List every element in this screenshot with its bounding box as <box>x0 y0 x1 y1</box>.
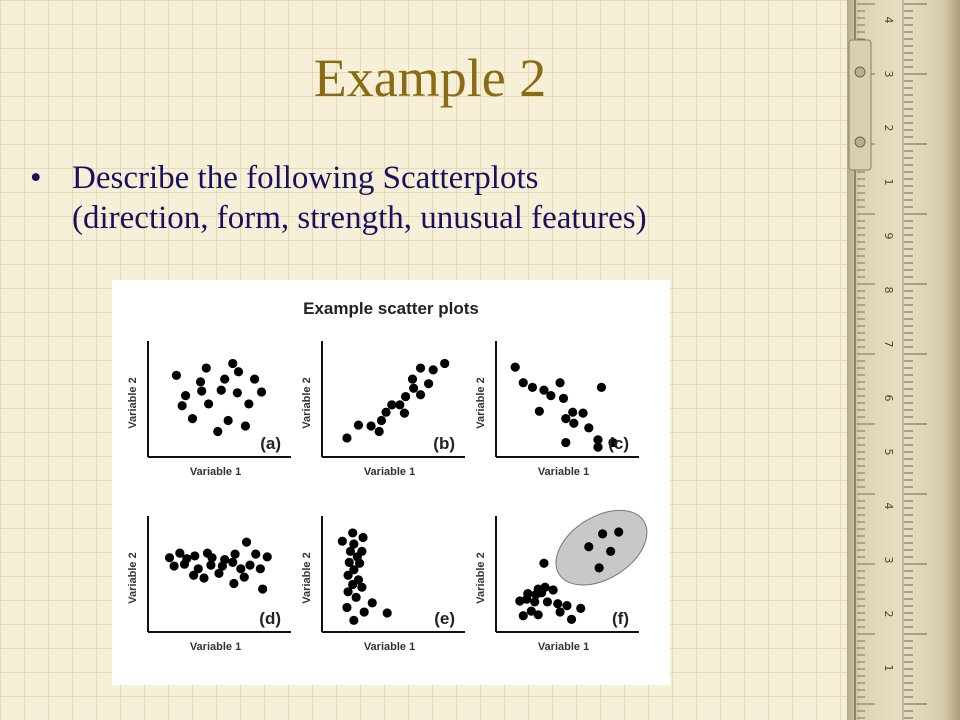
scatter-panel-c <box>475 341 639 478</box>
scatter-plots-figure <box>112 280 670 685</box>
data-point <box>358 533 367 542</box>
y-axis-label: Variable 2 <box>475 552 487 604</box>
data-point <box>562 601 571 610</box>
data-point <box>241 421 250 430</box>
data-point <box>230 549 239 558</box>
data-point <box>181 391 190 400</box>
ruler-icon <box>847 0 960 720</box>
data-point <box>522 595 531 604</box>
data-point <box>190 551 199 560</box>
highlight-ellipse <box>543 495 661 601</box>
data-point <box>257 387 266 396</box>
data-point <box>352 593 361 602</box>
data-point <box>377 416 386 425</box>
scatter-panel-a <box>127 341 291 478</box>
x-axis-label: Variable 1 <box>363 641 416 653</box>
panel-label: (c) <box>608 434 629 453</box>
data-point <box>375 427 384 436</box>
data-point <box>511 363 520 372</box>
data-point <box>598 529 607 538</box>
data-point <box>338 537 347 546</box>
x-axis-label: Variable 1 <box>189 641 242 653</box>
data-point <box>555 378 564 387</box>
data-point <box>258 584 267 593</box>
data-point <box>233 388 242 397</box>
y-axis-label: Variable 2 <box>301 377 313 429</box>
panel-label: (f) <box>612 609 629 628</box>
data-point <box>553 599 562 608</box>
data-point <box>584 542 593 551</box>
data-point <box>342 433 351 442</box>
screw-icon <box>855 137 865 147</box>
data-point <box>360 607 369 616</box>
data-point <box>530 597 539 606</box>
data-point <box>197 386 206 395</box>
data-point <box>383 608 392 617</box>
data-point <box>593 443 602 452</box>
data-point <box>381 408 390 417</box>
data-point <box>387 400 396 409</box>
data-point <box>534 610 543 619</box>
data-point <box>440 359 449 368</box>
data-point <box>189 571 198 580</box>
scatter-panel-b <box>301 341 465 478</box>
data-point <box>429 365 438 374</box>
data-point <box>597 383 606 392</box>
data-point <box>251 549 260 558</box>
data-point <box>250 374 259 383</box>
ruler-number: 3 <box>882 556 895 564</box>
data-point <box>595 563 604 572</box>
scatter-plots-svg <box>112 280 670 685</box>
data-point <box>240 572 249 581</box>
data-point <box>555 607 564 616</box>
data-point <box>348 528 357 537</box>
data-point <box>196 377 205 386</box>
data-point <box>234 367 243 376</box>
scatter-panel-e <box>301 516 465 653</box>
data-point <box>606 547 615 556</box>
data-point <box>519 611 528 620</box>
ruler-number: 2 <box>882 124 895 132</box>
data-point <box>242 538 251 547</box>
data-point <box>214 569 223 578</box>
data-point <box>546 391 555 400</box>
scatter-panel-d <box>127 516 291 653</box>
ruler-number: 1 <box>882 178 895 186</box>
data-point <box>236 564 245 573</box>
data-point <box>188 414 197 423</box>
data-point <box>519 378 528 387</box>
data-point <box>368 598 377 607</box>
y-axis-label: Variable 2 <box>127 377 139 429</box>
data-point <box>220 374 229 383</box>
bullet-dot: • <box>30 160 42 196</box>
data-point <box>229 579 238 588</box>
panel-label: (d) <box>259 609 281 628</box>
ruler-number: 9 <box>882 232 895 240</box>
data-point <box>543 597 552 606</box>
data-point <box>367 421 376 430</box>
data-point <box>614 527 623 536</box>
data-point <box>584 423 593 432</box>
x-axis-label: Variable 1 <box>537 641 590 653</box>
data-point <box>424 379 433 388</box>
figure-title: Example scatter plots <box>303 299 479 318</box>
data-point <box>395 400 404 409</box>
data-point <box>549 585 558 594</box>
data-point <box>244 399 253 408</box>
ruler-number: 4 <box>882 502 895 510</box>
data-point <box>401 392 410 401</box>
data-point <box>199 573 208 582</box>
data-point <box>354 420 363 429</box>
ruler-number: 2 <box>882 610 895 618</box>
data-point <box>228 558 237 567</box>
data-point <box>245 561 254 570</box>
data-point <box>408 374 417 383</box>
data-point <box>172 371 181 380</box>
x-axis-label: Variable 1 <box>363 466 416 478</box>
ruler-number: 6 <box>882 394 895 402</box>
data-point <box>561 414 570 423</box>
data-point <box>344 587 353 596</box>
data-point <box>224 416 233 425</box>
data-point <box>535 407 544 416</box>
data-point <box>349 616 358 625</box>
bullet-text <box>72 158 842 238</box>
data-point <box>206 561 215 570</box>
data-point <box>228 359 237 368</box>
bullet-line-2: (direction, form, strength, unusual features) <box>72 200 647 236</box>
data-point <box>344 571 353 580</box>
data-point <box>342 603 351 612</box>
data-point <box>400 409 409 418</box>
slide-title: Example 2 <box>313 48 547 108</box>
data-point <box>213 427 222 436</box>
ruler-number: 3 <box>882 70 895 78</box>
data-point <box>559 394 568 403</box>
data-point <box>409 384 418 393</box>
y-axis-label: Variable 2 <box>127 552 139 604</box>
data-point <box>217 386 226 395</box>
screw-icon <box>855 67 865 77</box>
ruler-number: 4 <box>882 16 895 24</box>
data-point <box>263 552 272 561</box>
ruler-number: 1 <box>882 664 895 672</box>
data-point <box>202 363 211 372</box>
data-point <box>561 438 570 447</box>
data-point <box>578 409 587 418</box>
ruler-number: 5 <box>882 448 895 456</box>
data-point <box>178 401 187 410</box>
data-point <box>539 559 548 568</box>
ruler-decoration <box>847 0 960 720</box>
ruler-hinge <box>849 40 871 170</box>
data-point <box>165 553 174 562</box>
data-point <box>568 408 577 417</box>
data-point <box>416 363 425 372</box>
data-point <box>416 390 425 399</box>
bullet-line-1: Describe the following Scatterplots <box>72 160 539 196</box>
data-point <box>204 399 213 408</box>
x-axis-label: Variable 1 <box>189 466 242 478</box>
data-point <box>576 604 585 613</box>
data-point <box>256 564 265 573</box>
data-point <box>170 561 179 570</box>
data-point <box>357 583 366 592</box>
scatter-panel-f <box>475 495 660 653</box>
ruler-number: 8 <box>882 286 895 294</box>
data-point <box>180 560 189 569</box>
data-point <box>537 588 546 597</box>
data-point <box>567 615 576 624</box>
panel-label: (a) <box>260 434 281 453</box>
ruler-number: 7 <box>882 340 895 348</box>
data-point <box>528 383 537 392</box>
data-point <box>569 419 578 428</box>
x-axis-label: Variable 1 <box>537 466 590 478</box>
y-axis-label: Variable 2 <box>475 377 487 429</box>
panel-label: (e) <box>434 609 455 628</box>
y-axis-label: Variable 2 <box>301 552 313 604</box>
panel-label: (b) <box>433 434 455 453</box>
